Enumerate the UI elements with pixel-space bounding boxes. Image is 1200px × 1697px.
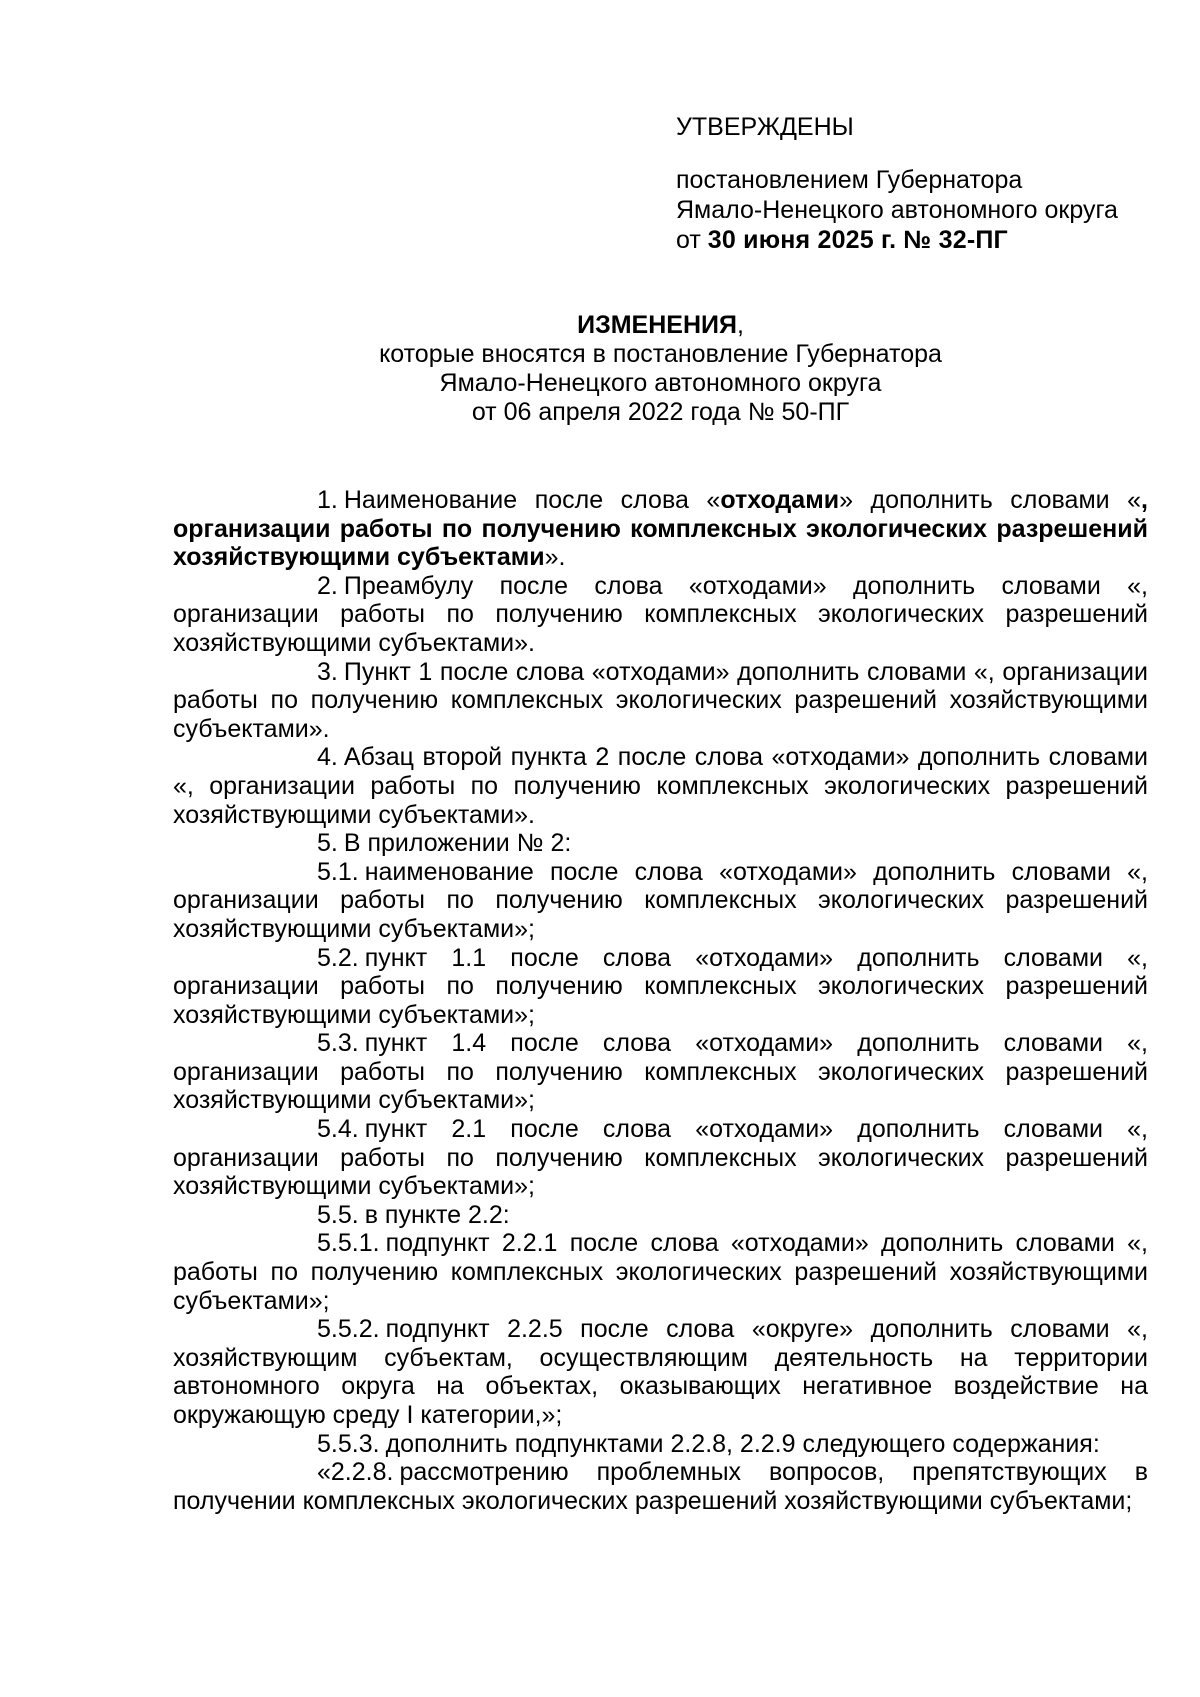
item-text: пункт 2.1 после слова «отходами» дополнить словами «, организации работы по получению комплексных экологических разрешений хозяйствующими субъектами»; [173, 1115, 1148, 1201]
item-5-4 [173, 1115, 1148, 1201]
item-number: 1. [317, 486, 338, 514]
item-4 [173, 743, 1148, 829]
item-text: подпункт 2.2.5 после слова «округе» дополнить словами «, хозяйствующим субъектам, осуществляющим деятельность на территории автономного округа на объектах, оказывающих негативное воздействие на окружающую среду I категории,»; [173, 1315, 1148, 1429]
item-number: 5.5.3. [317, 1429, 380, 1458]
item-text: » дополнить словами « [839, 486, 1142, 514]
item-text: дополнить подпунктами 2.2.8, 2.2.9 следующего содержания: [385, 1429, 1100, 1458]
item-5-1 [173, 858, 1148, 944]
item-text: Наименование после слова « [343, 486, 721, 514]
item-text: Преамбулу после слова «отходами» дополнить словами «, организации работы по получению комплексных экологических разрешений хозяйствующими субъектами». [173, 571, 1148, 657]
item-2 [173, 572, 1148, 658]
item-text: В приложении № 2: [343, 829, 572, 858]
item-text: подпункт 2.2.1 после слова «отходами» дополнить словами «, работы по получению комплексных экологических разрешений хозяйствующими субъектами»; [173, 1229, 1148, 1315]
approval-stamp: УТВЕРЖДЕНЫ [676, 113, 854, 141]
item-1 [173, 486, 1148, 572]
item-text-bold: отходами [720, 486, 840, 514]
item-number: 5.5.2. [317, 1315, 380, 1344]
approval-authority: постановлением Губернатора [676, 166, 1023, 194]
approval-date-prefix: от [676, 226, 701, 254]
approval-region: Ямало-Ненецкого автономного округа [676, 196, 1118, 224]
item-5-2 [173, 944, 1148, 1030]
item-text: Пункт 1 после слова «отходами» дополнить словами «, организации работы по получению комплексных экологических разрешений хозяйствующими субъектами». [173, 657, 1148, 743]
item-number: 5.2. [317, 943, 359, 972]
title-head: ИЗМЕНЕНИЯ [577, 311, 737, 339]
item-5-5-2 [173, 1315, 1148, 1429]
item-text-bold: , организации работы по получению комплексных экологических разрешений хозяйствующими субъектами [173, 486, 1148, 572]
item-text: Абзац второй пункта 2 после слова «отходами» дополнить словами «, организации работы по получению комплексных экологических разрешений хозяйствующими субъектами». [173, 743, 1148, 829]
item-number: 5.4. [317, 1115, 359, 1144]
item-number: 5.5.1. [317, 1229, 380, 1258]
item-5 [173, 829, 1148, 858]
item-text: рассмотрению проблемных вопросов, препятствующих в получении комплексных экологических разрешений хозяйствующими субъектами; [173, 1458, 1148, 1515]
item-text: пункт 1.1 после слова «отходами» дополнить словами «, организации работы по получению комплексных экологических разрешений хозяйствующими субъектами»; [173, 943, 1148, 1029]
item-number: 3. [317, 657, 338, 686]
item-text: ». [544, 543, 566, 572]
approval-date-value: 30 июня 2025 г. № 32-ПГ [707, 226, 1008, 254]
item-5-3 [173, 1029, 1148, 1115]
document-body [173, 486, 1148, 1515]
item-3 [173, 658, 1148, 744]
title-line-2: Ямало-Ненецкого автономного округа [439, 369, 882, 397]
item-5-5 [173, 1201, 1148, 1230]
item-2-2-8 [173, 1458, 1148, 1515]
title-line-1: которые вносятся в постановление Губернатора [379, 340, 942, 368]
item-number: 5.3. [317, 1029, 359, 1058]
item-number: 5.5. [317, 1200, 359, 1229]
item-5-5-3 [173, 1430, 1148, 1459]
item-number: «2.2.8. [317, 1458, 394, 1487]
item-number: 5. [317, 829, 338, 858]
item-text: наименование после слова «отходами» дополнить словами «, организации работы по получению комплексных экологических разрешений хозяйствующими субъектами»; [173, 857, 1148, 943]
title-line-3: от 06 апреля 2022 года № 50-ПГ [471, 398, 850, 426]
item-text: в пункте 2.2: [364, 1200, 510, 1229]
title-head-suffix: , [736, 311, 744, 339]
item-5-5-1 [173, 1229, 1148, 1315]
item-text: пункт 1.4 после слова «отходами» дополнить словами «, организации работы по получению комплексных экологических разрешений хозяйствующими субъектами»; [173, 1029, 1148, 1115]
approval-date [676, 225, 1146, 255]
approval-block [676, 112, 1146, 255]
document-title [173, 311, 1148, 427]
item-number: 4. [317, 743, 338, 772]
item-number: 5.1. [317, 857, 359, 886]
item-number: 2. [317, 571, 338, 600]
